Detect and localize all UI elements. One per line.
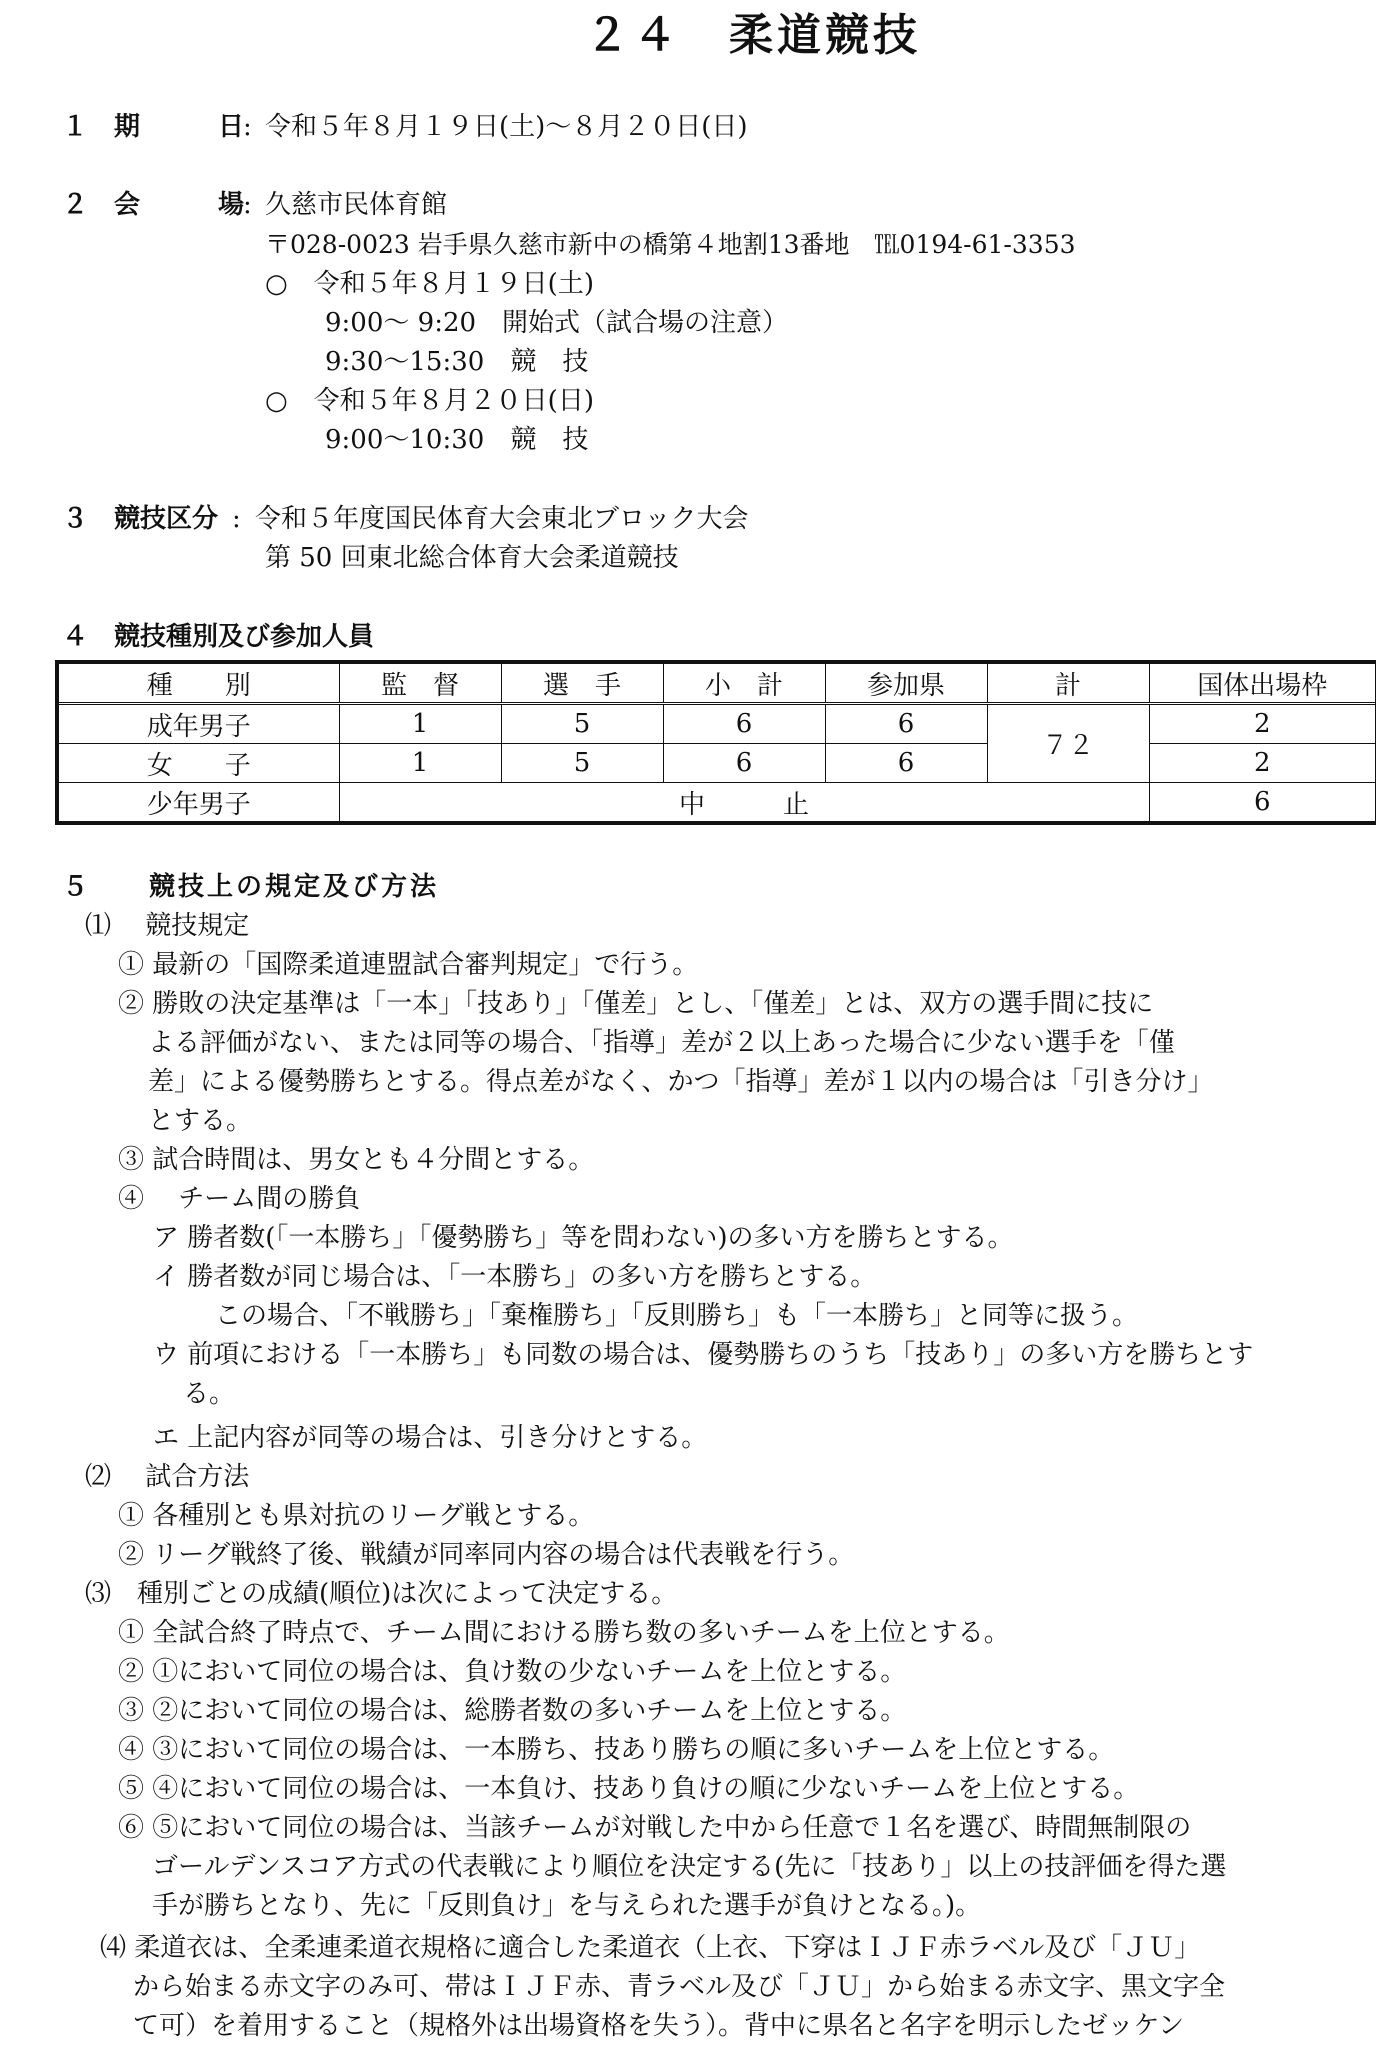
header-cell: 監 督 xyxy=(339,662,501,704)
s3-colon: : xyxy=(232,504,241,534)
s5-p1-4c2: る。 xyxy=(183,1379,236,1409)
s5-p3-2: ② ①において同位の場合は、負け数の少ないチームを上位とする。 xyxy=(118,1657,907,1687)
coach-cell: 1 xyxy=(339,744,501,783)
s5-p3: ⑶ 種別ごとの成績(順位)は次によって決定する。 xyxy=(85,1579,678,1609)
s5-p3-3: ③ ②において同位の場合は、総勝者数の多いチームを上位とする。 xyxy=(118,1696,907,1726)
s5-p2-2: ② リーグ戦終了後、戦績が同率同内容の場合は代表戦を行う。 xyxy=(118,1540,855,1570)
prefectures-cell: 6 xyxy=(825,744,987,783)
s5-p1: ⑴ 競技規定 xyxy=(85,911,250,941)
participants-table xyxy=(55,660,1376,825)
s5-p1-2c: 差」による優勢勝ちとする。得点差がなく、かつ「指導」差が１以内の場合は「引き分け」 xyxy=(148,1067,1214,1097)
s5-p2-1: ① 各種別とも県対抗のリーグ戦とする。 xyxy=(118,1501,595,1531)
s1-label: １ 期 日 xyxy=(62,112,245,142)
s5-p3-6a: ⑥ ⑤において同位の場合は、当該チームが対戦した中から任意で１名を選び、時間無制限の xyxy=(118,1813,1192,1843)
quota-cell: 2 xyxy=(1149,704,1376,744)
quota-cell: 2 xyxy=(1149,744,1376,783)
s2-day2: ○ 令和５年８月２０日(日) xyxy=(265,386,594,416)
header-cell: 小 計 xyxy=(663,662,825,704)
s5-p4b: から始まる赤文字のみ可、帯はＩＪＦ赤、青ラベル及び「ＪＵ」から始まる赤文字、黒文字全 xyxy=(133,1972,1226,2002)
s2-day2-line1: 9:00～10:30 競 技 xyxy=(325,425,589,455)
s5-p3-6c: 手が勝ちとなり、先に「反則負け」を与えられた選手が負けとなる。)。 xyxy=(152,1891,982,1921)
s5-label: ５ 競技上の規定及び方法 xyxy=(62,872,440,902)
players-cell: 5 xyxy=(501,704,663,744)
table-row xyxy=(57,704,1376,744)
s5-p1-4a: ア 勝者数(「一本勝ち」「優勢勝ち」等を問わない)の多い方を勝ちとする。 xyxy=(153,1223,1014,1253)
s2-day1: ○ 令和５年８月１９日(土) xyxy=(265,269,594,299)
s5-p3-6b: ゴールデンスコア方式の代表戦により順位を決定する(先に「技あり」以上の技評価を得た選 xyxy=(152,1852,1227,1882)
s5-p1-1: ① 最新の「国際柔道連盟試合審判規定」で行う。 xyxy=(118,950,699,980)
s5-p1-2a: ② 勝敗の決定基準は「一本」「技あり」「僅差」とし、「僅差」とは、双方の選手間に技に xyxy=(118,989,1154,1019)
category-cell: 成年男子 xyxy=(57,704,339,744)
s5-p1-4d: エ 上記内容が同等の場合は、引き分けとする。 xyxy=(153,1423,708,1453)
s5-p4c: て可）を着用すること（規格外は出場資格を失う）。背中に県名と名字を明示したゼッケン xyxy=(133,2011,1185,2041)
s5-p1-4b2: この場合、「不戦勝ち」「棄権勝ち」「反則勝ち」も「一本勝ち」と同等に扱う。 xyxy=(215,1301,1139,1331)
s5-p1-4: ④ チーム間の勝負 xyxy=(118,1184,361,1214)
prefectures-cell: 6 xyxy=(825,704,987,744)
table-header-row xyxy=(57,662,1376,704)
s5-p2: ⑵ 試合方法 xyxy=(85,1462,250,1492)
s5-p1-2b: よる評価がない、または同等の場合、「指導」差が２以上あった場合に少ない選手を「僅 xyxy=(148,1028,1175,1058)
s2-label: ２ 会 場 xyxy=(62,190,245,220)
s4-label: ４ 競技種別及び参加人員 xyxy=(62,622,375,652)
s2-address: 〒028-0023 岩手県久慈市新中の橋第４地割13番地 ℡0194-61-3353 xyxy=(265,230,1076,259)
s5-p3-5: ⑤ ④において同位の場合は、一本負け、技あり負けの順に少ないチームを上位とする。 xyxy=(118,1774,1140,1804)
subtotal-cell: 6 xyxy=(663,744,825,783)
s3-label: ３ 競技区分 xyxy=(62,504,219,534)
s5-p1-4c: ウ 前項における「一本勝ち」も同数の場合は、優勢勝ちのうち「技あり」の多い方を勝ちとす xyxy=(153,1340,1254,1370)
header-cell: 国体出場枠 xyxy=(1149,662,1376,704)
s5-p3-1: ① 全試合終了時点で、チーム間における勝ち数の多いチームを上位とする。 xyxy=(118,1618,1010,1648)
s2-day1-line1: 9:00～ 9:20 開始式（試合場の注意） xyxy=(325,308,789,338)
header-cell: 選 手 xyxy=(501,662,663,704)
table-row xyxy=(57,744,1376,783)
players-cell: 5 xyxy=(501,744,663,783)
s2-day1-line2: 9:30～15:30 競 技 xyxy=(325,347,589,377)
header-cell: 種 別 xyxy=(57,662,339,704)
category-cell: 女 子 xyxy=(57,744,339,783)
header-cell: 計 xyxy=(987,662,1149,704)
s3-value1: 令和５年度国民体育大会東北ブロック大会 xyxy=(255,504,749,534)
s1-value: 令和５年８月１９日(土)～８月２０日(日) xyxy=(265,112,748,142)
s2-colon: : xyxy=(243,190,252,220)
category-cell: 少年男子 xyxy=(57,783,339,824)
s5-p4a: ⑷ 柔道衣は、全柔連柔道衣規格に適合した柔道衣（上衣、下穿はＩＪＦ赤ラベル及び「ＪＵ」 xyxy=(100,1933,1201,1963)
s5-p1-3: ③ 試合時間は、男女とも４分間とする。 xyxy=(118,1145,595,1175)
s5-p1-2d: とする。 xyxy=(148,1106,253,1136)
s5-p3-4: ④ ③において同位の場合は、一本勝ち、技あり勝ちの順に多いチームを上位とする。 xyxy=(118,1735,1115,1765)
s1-colon: : xyxy=(243,112,252,142)
coach-cell: 1 xyxy=(339,704,501,744)
s3-value2: 第 50 回東北総合体育大会柔道競技 xyxy=(265,543,679,573)
cancelled-cell: 中 止 xyxy=(339,783,1149,824)
quota-cell: 6 xyxy=(1149,783,1376,824)
s2-venue: 久慈市民体育館 xyxy=(265,190,448,220)
page-title: ２４ 柔道競技 xyxy=(585,10,921,61)
table-row xyxy=(57,783,1376,824)
total-cell: ７２ xyxy=(987,704,1149,783)
subtotal-cell: 6 xyxy=(663,704,825,744)
header-cell: 参加県 xyxy=(825,662,987,704)
s5-p1-4b: イ 勝者数が同じ場合は、「一本勝ち」の多い方を勝ちとする。 xyxy=(153,1262,877,1292)
